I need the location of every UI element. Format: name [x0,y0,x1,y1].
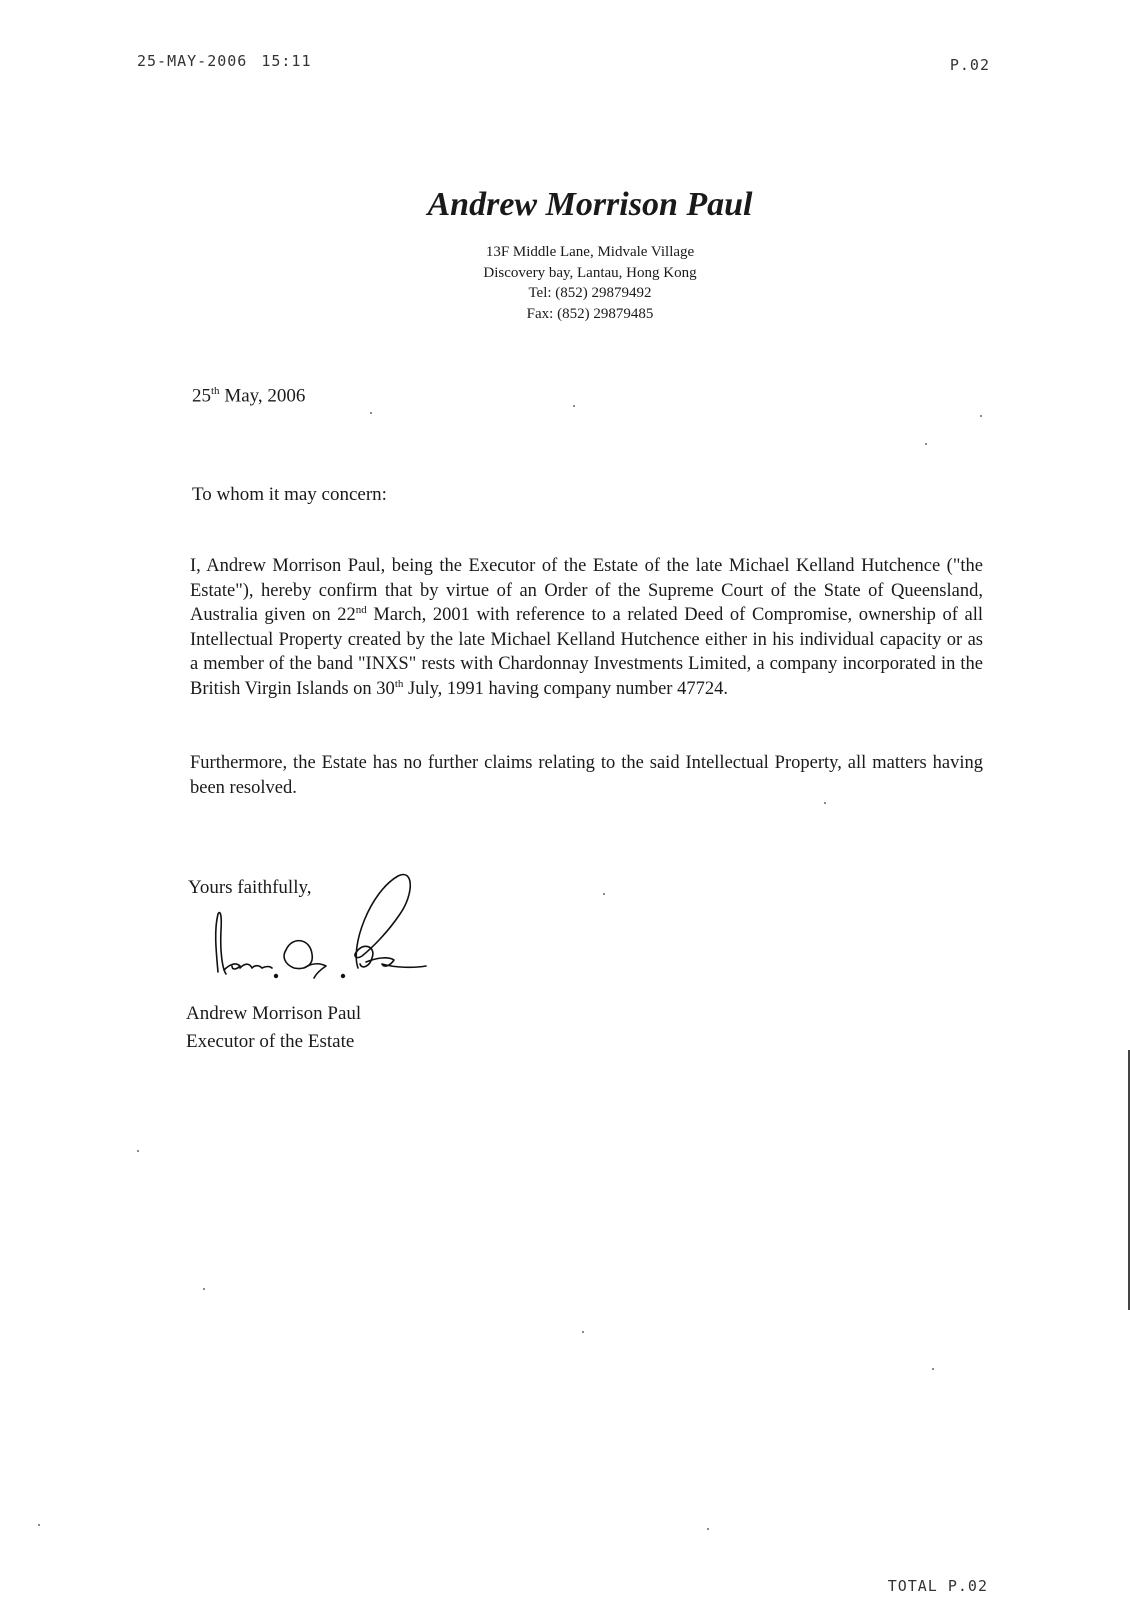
letterhead-tel: Tel: (852) 29879492 [528,285,652,301]
closing: Yours faithfully, [188,877,312,898]
body-paragraph-2: Furthermore, the Estate has no further claims relating to the said Intellectual Property, all matters having been resolved. [190,753,983,798]
letterhead [0,186,1130,324]
handwritten-signature [200,870,440,1010]
signatory-title: Executor of the Estate [186,1031,355,1052]
fax-date: 25-MAY-2006 [137,52,248,70]
salutation: To whom it may concern: [192,484,387,505]
letterhead-fax: Fax: (852) 29879485 [526,305,654,322]
letterhead-address-line2: Discovery bay, Lantau, Hong Kong [483,264,697,281]
fax-header-timestamp [137,52,312,70]
signatory-name: Andrew Morrison Paul [186,1003,362,1024]
fax-page-number: P.02 [949,56,990,74]
letterhead-address-line1: 13F Middle Lane, Midvale Village [485,244,695,260]
fax-total-pages: TOTAL P.02 [887,1577,988,1595]
signatory-block [186,1000,361,1056]
letterhead-name: Andrew Morrison Paul [427,186,753,223]
body-paragraph-1: I, Andrew Morrison Paul, being the Executor of the Estate of the late Michael Kelland Hutchence ("the Estate"), hereby confirm that by virtue of an Order of the Supreme Court of the State of Queensland, Australia given on 22nd March, 2001 with reference to a related Deed of Compromise, ownership of all Intellectual Property created by the late Michael Kelland Hutchence either in his individual capacity or as a member of the band "INXS" rests with Chardonnay Investments Limited, a company incorporated in the British Virgin Islands on 30th July, 1991 having company number 47724. [190,556,983,699]
fax-time: 15:11 [261,52,312,70]
letter-date: 25th May, 2006 [192,385,306,407]
